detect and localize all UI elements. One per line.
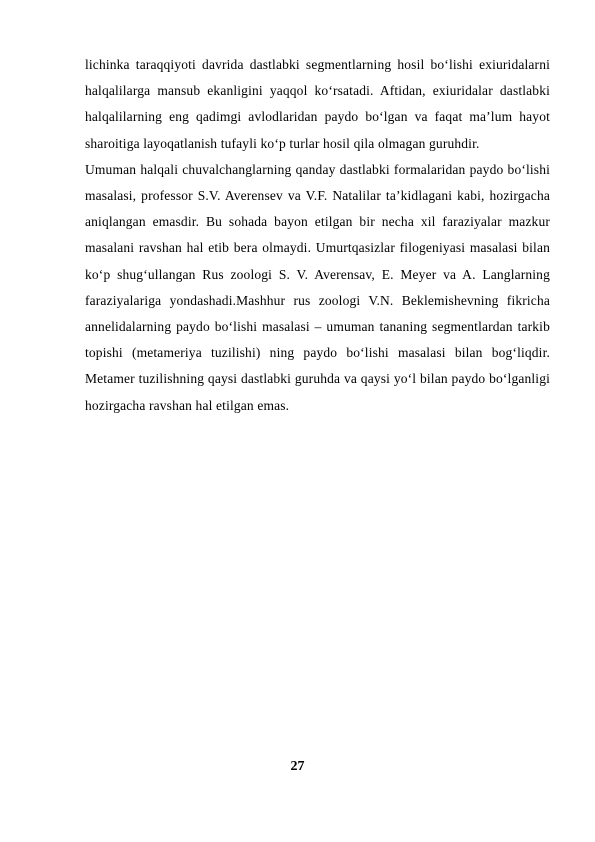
paragraph-1: lichinka taraqqiyoti davrida dastlabki segmentlarning hosil bo‘lishi exiuridalarni halqalilarga mansub ekanligini yaqqol ko‘rsatadi. Aftidan, exiuridalar dastlabki halqalilarning eng qadimgi avlodlaridan paydo bo‘lgan va faqat ma’lum hayot sharoitiga layoqatlanish tufayli ko‘p turlar hosil qila olmagan guruhdir. [85,57,550,151]
page-number: 27 [290,759,305,774]
paragraph-2: Umuman halqali chuvalchanglarning qanday dastlabki formalaridan paydo bo‘lishi masalasi, professor S.V. Averensev va V.F. Natalilar ta’kidlagani kabi, hozirgacha aniqlangan emasdir. Bu sohada bayon etilgan bir necha xil faraziyalar mazkur masalani ravshan hal etib bera olmaydi. Umurtqasizlar filogeniyasi masalasi bilan ko‘p shug‘ullangan Rus zoologi S. V. Averensav, E. Meyer va A. Langlarning faraziyalariga yondashadi.Mashhur rus zoologi V.N. Beklemishevning fikricha annelidalarning paydo bo‘lishi masalasi – umuman tananing segmentlardan tarkib topishi (metameriya tuzilishi) ning paydo bo‘lishi masalasi bilan bog‘liqdir. Metamer tuzilishning qaysi dastlabki guruhda va qaysi yo‘l bilan paydo bo‘lganligi hozirgacha ravshan hal etilgan emas. [85,161,550,413]
body-text [85,52,550,419]
